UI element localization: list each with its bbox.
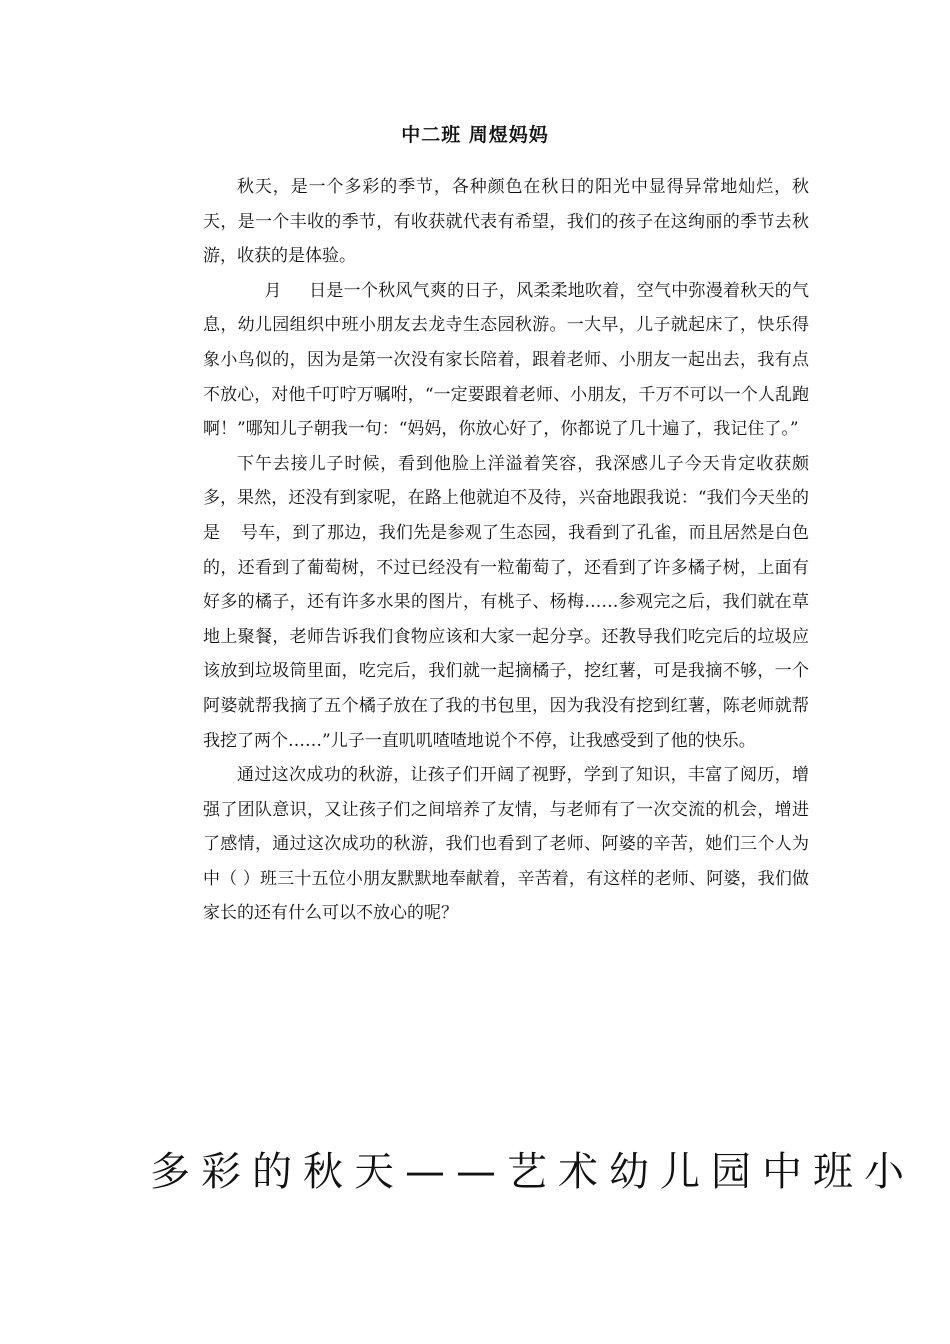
article-body xyxy=(203,170,809,931)
author-line: 中二班 周煜妈妈 xyxy=(401,124,549,146)
paragraph-3 xyxy=(203,447,809,758)
paragraph-2 xyxy=(203,274,809,447)
paragraph-3-text-b: 号车，到了那边，我们先是参观了生态园，我看到了孔雀，而且居然是白色的，还看到了葡萄树，不过已经没有一粒葡萄了，还看到了许多橘子树，上面有好多的橘子，还有许多水果的图片，有桃子、杨梅……参观完之后，我们就在草地上聚餐，老师告诉我们食物应该和大家一起分享。还教导我们吃完后的垃圾应该放到垃圾筒里面，吃完后，我们就一起摘橘子，挖红薯，可是我摘不够，一个阿婆就帮我摘了五个橘子放在了我的书包里，因为我没有挖到红薯，陈老师就帮我挖了两个……”儿子一直叽叽喳喳地说个不停，让我感受到了他的快乐。 xyxy=(203,522,810,751)
paragraph-1: 秋天，是一个多彩的季节，各种颜色在秋日的阳光中显得异常地灿烂，秋天，是一个丰收的季节，有收获就代表有希望，我们的孩子在这绚丽的季节去秋游，收获的是体验。 xyxy=(203,177,809,267)
paragraph-4: 通过这次成功的秋游，让孩子们开阔了视野，学到了知识，丰富了阅历，增强了团队意识，又让孩子们之间培养了友情，与老师有了一次交流的机会，增进了感情，通过这次成功的秋游，我们也看到了老师、阿婆的辛苦，她们三个人为中（ ）班三十五位小朋友默默地奉献着，辛苦着，有这样的老师、阿婆，我们做家长的还有什么可以不放心的呢？ xyxy=(203,765,809,924)
paragraph-2-text: 日是一个秋风气爽的日子，风柔柔地吹着，空气中弥漫着秋天的气息，幼儿园组织中班小朋友去龙寺生态园秋游。一大早，儿子就起床了，快乐得象小鸟似的，因为是第一次没有家长陪着，跟着老师、小朋友一起出去，我有点不放心，对他千叮咛万嘱咐，“一定要跟着老师、小朋友，千万不可以一个人乱跑啊！”哪知儿子朝我一句：“妈妈，你放心好了，你都说了几十遍了，我记住了。” xyxy=(203,280,810,440)
next-article-title: 多彩的秋天——艺术幼儿园中班小 xyxy=(150,1149,915,1195)
paragraph-2-month: 月 xyxy=(264,280,282,301)
paragraph-3-text-a: 下午去接儿子时候，看到他脸上洋溢着笑容，我深感儿子今天肯定收获颇多，果然，还没有到家呢，在路上他就迫不及待，兴奋地跟我说：“我们今天坐的是 xyxy=(203,453,809,543)
